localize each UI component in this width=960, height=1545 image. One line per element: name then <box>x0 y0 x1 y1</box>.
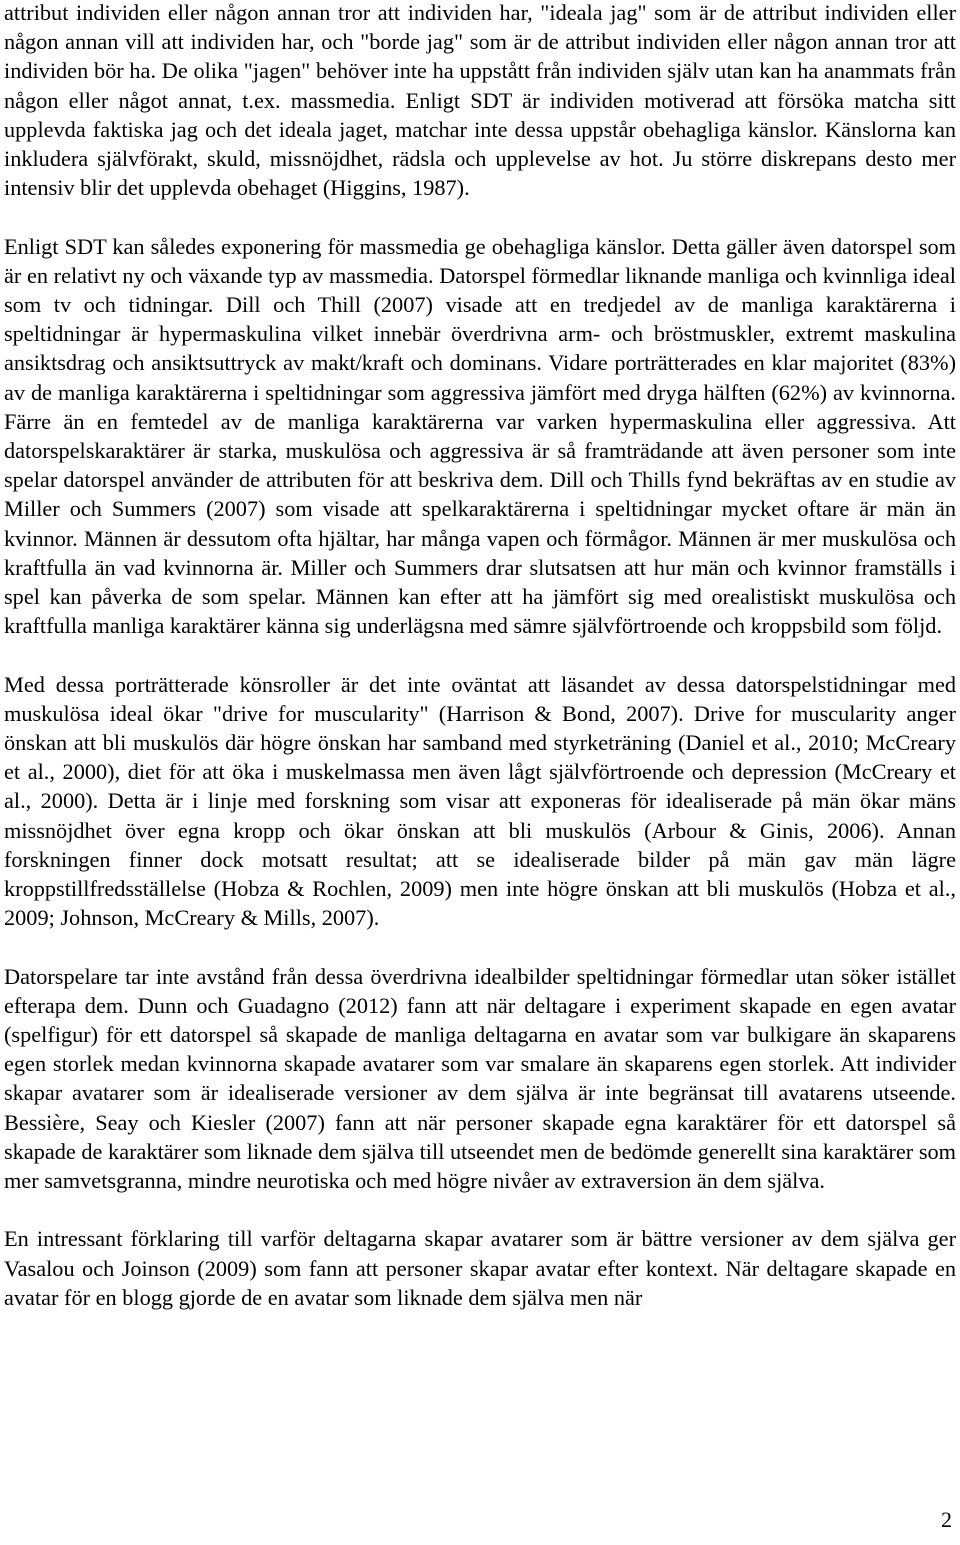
body-text <box>4 0 956 1312</box>
page-number: 2 <box>941 1507 952 1532</box>
paragraph-3: Med dessa porträtterade könsroller är det inte oväntat att läsandet av dessa datorspelstidningar med muskulösa ideal ökar "drive for muscularity" (Harrison & Bond, 2007). Drive for muscularity anger önskan att bli muskulös där högre önskan har samband med styrketräning (Daniel et al., 2010; McCreary et al., 2000), diet för att öka i muskelmassa men även lågt självförtroende och depression (McCreary et al., 2000). Detta är i linje med forskning som visar att exponeras för idealiserade på män ökar mäns missnöjdhet över egna kropp och ökar önskan att bli muskulös (Arbour & Ginis, 2006). Annan forskningen finner dock motsatt resultat; att se idealiserade bilder på män gav män lägre kroppstillfredsställelse (Hobza & Rochlen, 2009) men inte högre önskan att bli muskulös (Hobza et al., 2009; Johnson, McCreary & Mills, 2007). <box>4 671 956 931</box>
paragraph-2: Enligt SDT kan således exponering för massmedia ge obehagliga känslor. Detta gäller även datorspel som är en relativt ny och växande typ av massmedia. Datorspel förmedlar liknande manliga och kvinnliga ideal som tv och tidningar. Dill och Thill (2007) visade att en tredjedel av de manliga karaktärerna i speltidningar är hypermaskulina vilket innebär överdrivna arm- och bröstmuskler, extremt maskulina ansiktsdrag och ansiktsuttryck av makt/kraft och dominans. Vidare porträtterades en klar majoritet (83%) av de manliga karaktärerna i speltidningar som aggressiva jämfört med dryga hälften (62%) av kvinnorna. Färre än en femtedel av de manliga karaktärerna var varken hypermaskulina eller aggressiva. Att datorspelskaraktärer är starka, muskulösa och aggressiva är så framträdande att även personer som inte spelar datorspel använder de attributen för att beskriva dem. Dill och Thills fynd bekräftas av en studie av Miller och Summers (2007) som visade att spelkaraktärerna i speltidningar mycket oftare är män än kvinnor. Männen är dessutom ofta hjältar, har många vapen och förmågor. Männen är mer muskulösa och kraftfulla än vad kvinnorna är. Miller och Summers drar slutsatsen att hur män och kvinnor framställs i spel kan påverka de som spelar. Männen kan efter att ha jämfört sig med orealistiskt muskulösa och kraftfulla manliga karaktärer känna sig underlägsna med sämre självförtroende och kroppsbild som följd. <box>4 233 956 639</box>
paragraph-5: En intressant förklaring till varför deltagarna skapar avatarer som är bättre versioner av dem själva ger Vasalou och Joinson (2009) som fann att personer skapar avatar efter kontext. När deltagare skapade en avatar för en blogg gjorde de en avatar som liknade dem själva men när <box>4 1226 956 1310</box>
paragraph-4: Datorspelare tar inte avstånd från dessa överdrivna idealbilder speltidningar förmedlar utan söker istället efterapa dem. Dunn och Guadagno (2012) fann att när deltagare i experiment skapade en egen avatar (spelfigur) för ett datorspel så skapade de manliga deltagarna en avatar som var bulkigare än skaparens egen storlek medan kvinnorna skapade avatarer som var smalare än skaparens egen storlek. Att individer skapar avatarer som är idealiserade versioner av dem själva är inte begränsat till avatarens utseende. Bessière, Seay och Kiesler (2007) fann att när personer skapade egna karaktärer för ett datorspel så skapade de karaktärer som liknade dem själva till utseendet men de bedömde generellt sina karaktärer som mer samvetsgranna, mindre neurotiska och med högre nivåer av extraversion än dem själva. <box>4 963 956 1194</box>
paragraph-1: attribut individen eller någon annan tror att individen har, "ideala jag" som är de attribut individen eller någon annan vill att individen har, och "borde jag" som är de attribut individen eller någon annan tror att individen bör ha. De olika "jagen" behöver inte ha uppstått från individen själv utan kan ha anammats från någon eller något annat, t.ex. massmedia. Enligt SDT är individen motiverad att försöka matcha sitt upplevda faktiska jag och det ideala jaget, matchar inte dessa uppstår obehagliga känslor. Känslorna kan inkludera självförakt, skuld, missnöjdhet, rädsla och upplevelse av hot. Ju större diskrepans desto mer intensiv blir det upplevda obehaget (Higgins, 1987). <box>4 0 956 201</box>
